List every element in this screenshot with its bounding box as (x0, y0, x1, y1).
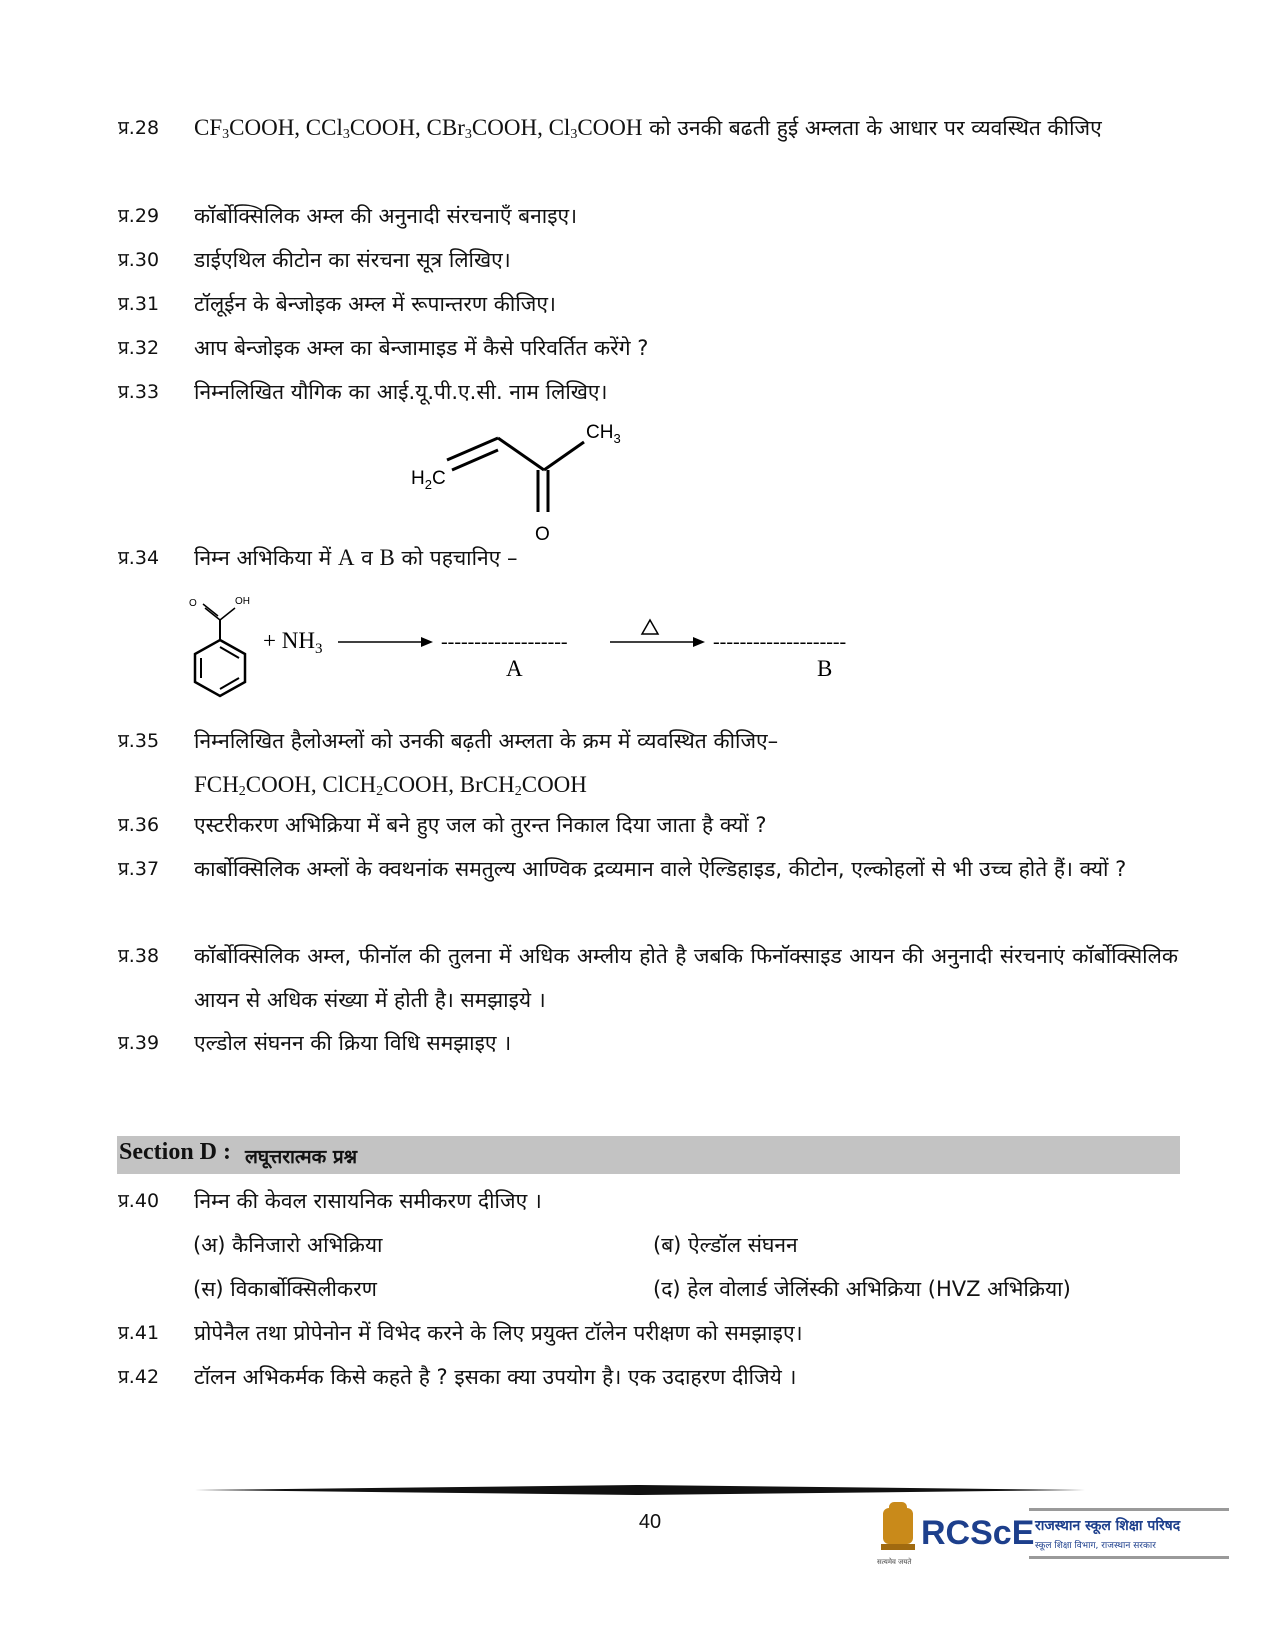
co-bond-1 (205, 608, 220, 620)
question-number: प्र.28 (118, 117, 160, 139)
question-text: प्रोपेनैल तथा प्रोपेनोन में विभेद करने के लिए प्रयुक्त टॉलेन परीक्षण को समझाइए। (194, 1321, 803, 1345)
reaction-scheme (185, 590, 925, 720)
question-text: निम्न की केवल रासायनिक समीकरण दीजिए । (194, 1189, 542, 1213)
question-36 (118, 803, 1178, 847)
methyl-bond (544, 442, 584, 470)
question-number: प्र.38 (118, 945, 160, 967)
arrow-1-head (421, 637, 433, 647)
question-text: $CF_3COOH$, CCl$_3$COOH, CBr$_3$COOH, $Cl_3COOH$ को उनकी बढती हुई अम्लता के आधार पर व्यवस्थित कीजिए (194, 115, 1102, 142)
question-text: टॉलन अभिकर्मक किसे कहते है ? इसका क्या उपयोग है। एक उदाहरण दीजिये । (194, 1365, 797, 1389)
logo-stripe-bottom (1029, 1556, 1229, 1559)
question-text: आप बेन्जोइक अम्ल का बेन्जामाइड में कैसे परिवर्तित करेंगे ? (194, 336, 649, 360)
question-text: एस्टरीकरण अभिक्रिया में बने हुए जल को तुरन्त निकाल दिया जाता है क्यों ? (194, 813, 767, 837)
emblem-icon (881, 1502, 915, 1550)
single-bond (498, 438, 544, 470)
label-a: A (506, 656, 523, 681)
question-30 (118, 238, 1178, 282)
question-41 (118, 1311, 1178, 1355)
double-bond-line-2 (452, 450, 498, 470)
question-number: प्र.31 (118, 293, 160, 315)
question-text: डाईएथिल कीटोन का संरचना सूत्र लिखिए। (194, 248, 511, 272)
question-number: प्र.41 (118, 1322, 160, 1344)
blank-b: -------------------- (713, 631, 847, 653)
question-number: प्र.32 (118, 337, 160, 359)
reagent-nh3: + $NH_3$ (263, 628, 323, 657)
question-number: प्र.40 (118, 1190, 160, 1212)
option-a: (अ) कैनिजारो अभिक्रिया (193, 1233, 383, 1257)
blank-a: ------------------- (441, 631, 568, 653)
footer-rule-shape (195, 1485, 1085, 1495)
benzene-ring (195, 640, 245, 696)
question-29 (118, 194, 1178, 238)
c-oh-bond (220, 608, 235, 620)
question-text: एल्डोल संघनन की क्रिया विधि समझाइए । (194, 1031, 512, 1055)
section-title: Section D : (119, 1139, 231, 1165)
question-number: प्र.34 (118, 547, 160, 569)
logo-wordmark: RCScE (921, 1514, 1035, 1552)
question-38 (118, 934, 1178, 1022)
question-40 (118, 1179, 1178, 1223)
question-number: प्र.30 (118, 249, 160, 271)
question-number: प्र.37 (118, 858, 160, 880)
logo-graphic (875, 1500, 1235, 1570)
co-bond-2 (203, 604, 218, 616)
question-text: कॉर्बोक्सिलिक अम्ल की अनुनादी संरचनाएँ बनाइए। (194, 204, 578, 228)
option-b: (ब) ऐल्डॉल संघनन (653, 1233, 798, 1257)
heat-triangle-icon (642, 620, 658, 634)
question-42 (118, 1355, 1178, 1399)
rcsce-logo (875, 1500, 1235, 1570)
section-subtitle: लघूत्तरात्मक प्रश्न (245, 1146, 358, 1168)
oxygen-label: O (535, 524, 550, 545)
double-bond-line-1 (447, 438, 498, 460)
option-d: (द) हेल वोलार्ड जेलिंस्की अभिक्रिया (HVZ अभिक्रिया) (653, 1277, 1071, 1301)
org-name: राजस्थान स्कूल शिक्षा परिषद (1035, 1518, 1181, 1534)
question-number: प्र.36 (118, 814, 160, 836)
section-d-header (117, 1136, 1180, 1174)
question-text: निम्नलिखित यौगिक का आई.यू.पी.ए.सी. नाम लिखिए। (194, 380, 608, 404)
page-number: 40 (638, 1511, 662, 1533)
question-34 (118, 536, 1178, 580)
question-32 (118, 326, 1178, 370)
question-text: टॉलूईन के बेन्जोइक अम्ल में रूपान्तरण कीजिए। (194, 292, 556, 316)
question-number: प्र.29 (118, 205, 160, 227)
h2c-label: $H_2C$ (411, 468, 446, 492)
label-b: B (817, 656, 833, 681)
question-number: प्र.39 (118, 1032, 160, 1054)
question-31 (118, 282, 1178, 326)
logo-stripe-top (1029, 1508, 1229, 1511)
carbonyl-o-label: O (189, 598, 197, 609)
question-35 (118, 719, 1178, 807)
question-text: निम्न अभिकिया में A व B को पहचानिए – (194, 545, 518, 570)
question-text: कार्बोक्सिलिक अम्लों के क्वथनांक समतुल्य आण्विक द्रव्यमान वाले ऐल्डिहाइड, कीटोन, एल्कोहलों से भी उच्च होते हैं। क्यों ? (194, 857, 1127, 881)
question-37 (118, 847, 1178, 891)
arrow-2-head (693, 637, 705, 647)
question-number: प्र.35 (118, 730, 160, 752)
footer-rule (195, 1484, 1085, 1496)
question-33 (118, 370, 1178, 414)
question-39 (118, 1021, 1178, 1065)
org-subtitle: स्कूल शिक्षा विभाग, राजस्थान सरकार (1035, 1541, 1156, 1551)
question-28 (118, 106, 1178, 150)
haloacid-formulas: $FCH_2COOH$, ClCH$_2$COOH, BrCH$_2$COOH (194, 772, 587, 799)
butenone-structure (400, 420, 660, 550)
question-text: निम्नलिखित हैलोअम्लों को उनकी बढ़ती अम्लता के क्रम में व्यवस्थित कीजिए– (194, 729, 779, 753)
question-text: कॉर्बोक्सिलिक अम्ल, फीनॉल की तुलना में अधिक अम्लीय होते है जबकि फिनॉक्साइड आयन की अनुनादी संरचनाएं कॉर्बोक्सिलिक आयन से अधिक संख्या में होती है। समझाइये । (194, 944, 1178, 1012)
hydroxyl-label: OH (235, 596, 250, 607)
ch3-label: $CH_3$ (586, 422, 621, 446)
emblem-caption: सत्यमेव जयते (877, 1558, 912, 1566)
option-c: (स) विकार्बोक्सिलीकरण (193, 1277, 377, 1301)
question-number: प्र.42 (118, 1366, 160, 1388)
question-number: प्र.33 (118, 381, 160, 403)
